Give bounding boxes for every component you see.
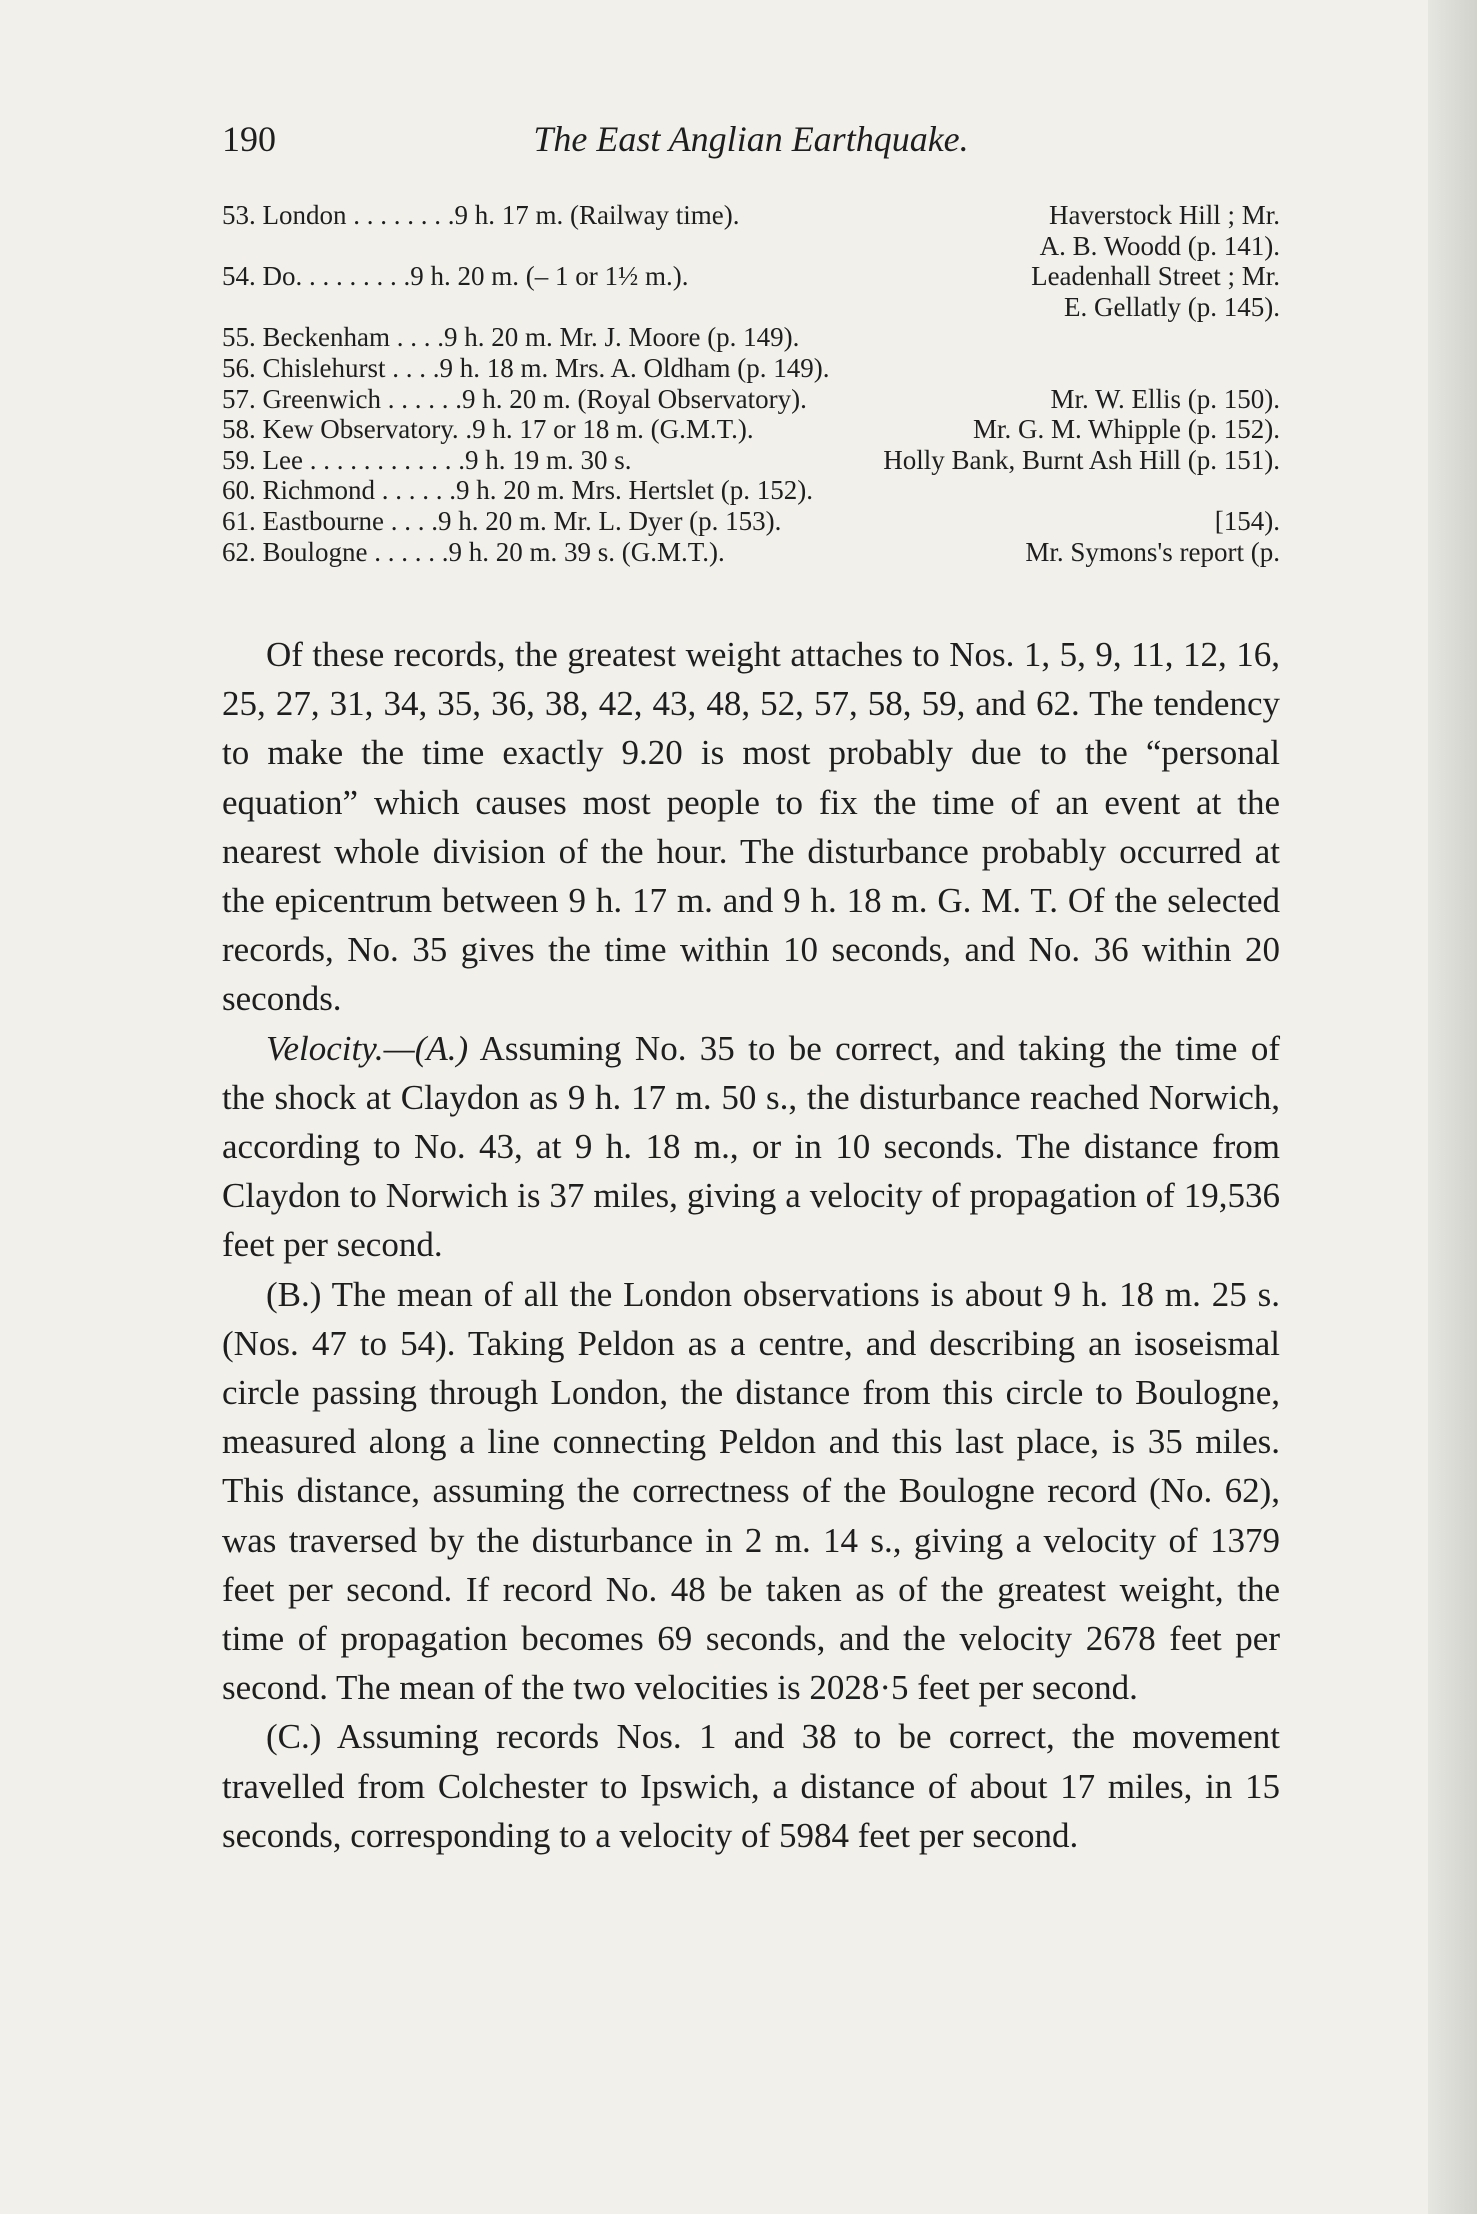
paragraph-records-weight	[222, 630, 1280, 1024]
paragraph-text: Assuming records Nos. 1 and 38 to be correct, the movement travelled from Colchester to Ipswich, a distance of about 17 miles, in 15 seconds, corresponding to a velocity of 5984 feet per second.	[222, 1717, 1280, 1855]
records-list	[222, 200, 1280, 567]
paragraph-velocity-a	[222, 1024, 1280, 1270]
record-left: 57. Greenwich . . . . . .9 h. 20 m. (Royal Observatory).	[222, 383, 807, 414]
record-left: 60. Richmond . . . . . .9 h. 20 m. Mrs. Hertslet (p. 152).	[222, 475, 813, 506]
record-line	[222, 445, 1280, 476]
record-right: E. Gellatly (p. 145).	[1064, 291, 1280, 322]
paragraph-velocity-b	[222, 1270, 1280, 1713]
paragraph-text: Of these records, the greatest weight attaches to Nos. 1, 5, 9, 11, 12, 16, 25, 27, 31, 34, 35, 36, 38, 42, 43, 48, 52, 57, 58, 59, and 62. The tendency to make the time exactly 9.20 is most probably due to the “personal equation” which causes most people to fix the time of an event at the nearest whole division of the hour. The disturbance probably occurred at the epicentrum between 9 h. 17 m. and 9 h. 18 m. G. M. T. Of the selected records, No. 35 gives the time within 10 seconds, and No. 36 within 20 seconds.	[222, 635, 1280, 1019]
paragraph-heading: Velocity.—(A.)	[266, 1028, 469, 1068]
record-right: Mr. G. M. Whipple (p. 152).	[973, 414, 1280, 445]
record-right: [154).	[1214, 505, 1280, 536]
record-left: 59. Lee . . . . . . . . . . . .9 h. 19 m. 30 s.	[222, 444, 632, 475]
record-line	[222, 353, 1280, 384]
running-title: The East Anglian Earthquake.	[533, 119, 969, 159]
paragraph-heading: (B.)	[266, 1274, 322, 1314]
record-line	[222, 200, 1280, 231]
record-right: Haverstock Hill ; Mr.	[1049, 200, 1280, 230]
record-left: 62. Boulogne . . . . . .9 h. 20 m. 39 s. (G.M.T.).	[222, 536, 725, 567]
record-line	[222, 506, 1280, 537]
record-line	[222, 261, 1280, 292]
body-text	[222, 630, 1280, 1860]
page-header	[222, 118, 1280, 168]
record-line	[222, 475, 1280, 506]
record-left: 61. Eastbourne . . . .9 h. 20 m. Mr. L. Dyer (p. 153).	[222, 505, 782, 536]
paragraph-text: Assuming No. 35 to be correct, and taking the time of the shock at Claydon as 9 h. 17 m. 50 s., the disturbance reached Norwich, according to No. 43, at 9 h. 18 m., or in 10 seconds. The distance from Claydon to Norwich is 37 miles, giving a velocity of propagation of 19,536 feet per second.	[222, 1028, 1280, 1265]
paragraph-velocity-c	[222, 1712, 1280, 1860]
paragraph-heading: (C.)	[266, 1717, 322, 1757]
record-right: Holly Bank, Burnt Ash Hill (p. 151).	[883, 444, 1280, 475]
record-line	[222, 384, 1280, 415]
record-right: Mr. W. Ellis (p. 150).	[1050, 383, 1280, 414]
record-right: Mr. Symons's report (p.	[1025, 536, 1280, 567]
record-left: 53. London . . . . . . . .9 h. 17 m. (Railway time).	[222, 200, 740, 230]
page-number: 190	[222, 119, 276, 159]
record-left: 55. Beckenham . . . .9 h. 20 m. Mr. J. Moore (p. 149).	[222, 322, 800, 353]
record-line	[222, 292, 1280, 323]
record-left: 58. Kew Observatory. .9 h. 17 or 18 m. (G.M.T.).	[222, 414, 754, 445]
record-right: A. B. Woodd (p. 141).	[1039, 230, 1280, 261]
record-right: Leadenhall Street ; Mr.	[1031, 261, 1280, 292]
record-line	[222, 537, 1280, 568]
paragraph-text: The mean of all the London observations is about 9 h. 18 m. 25 s. (Nos. 47 to 54). Taking Peldon as a centre, and describing an isoseismal circle passing through London, the distance from this circle to Boulogne, measured along a line connecting Peldon and this last place, is 35 miles. This distance, assuming the correctness of the Boulogne record (No. 62), was traversed by the disturbance in 2 m. 14 s., giving a velocity of 1379 feet per second. If record No. 48 be taken as of the greatest weight, the time of propagation becomes 69 seconds, and the velocity 2678 feet per second. The mean of the two velocities is 2028·5 feet per second.	[222, 1274, 1280, 1708]
record-line	[222, 231, 1280, 262]
page-spine-shadow	[1428, 0, 1477, 2214]
record-line	[222, 414, 1280, 445]
record-left: 54. Do. . . . . . . . .9 h. 20 m. (– 1 or 1½ m.).	[222, 261, 689, 292]
record-line	[222, 322, 1280, 353]
record-left: 56. Chislehurst . . . .9 h. 18 m. Mrs. A. Oldham (p. 149).	[222, 352, 830, 383]
